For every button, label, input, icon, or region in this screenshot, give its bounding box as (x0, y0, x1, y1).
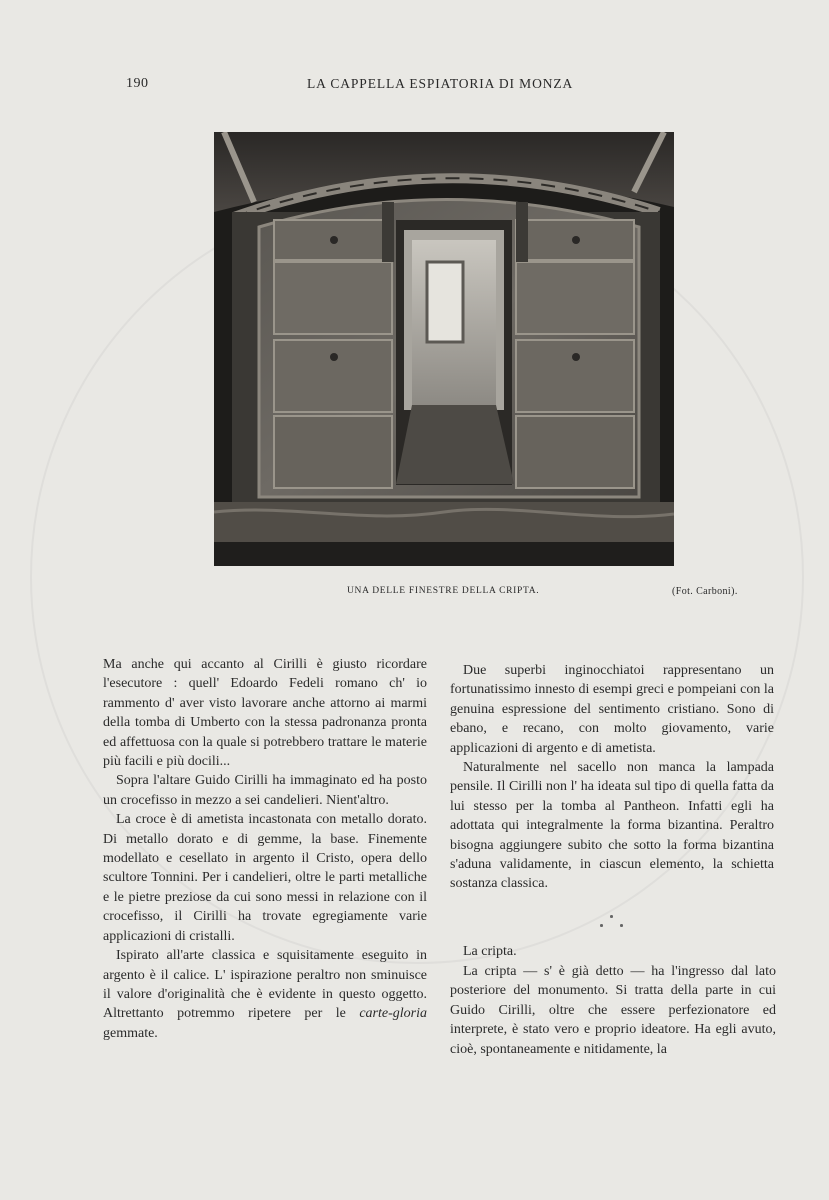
crypt-window-photo (214, 132, 674, 566)
paragraph (103, 946, 427, 1043)
page-header (0, 76, 829, 96)
text-run: Ispirato all'arte classica e squisitamente eseguito in argento è il calice. L' ispirazione peraltro non sminuisce il valore d'originalità che è evidente in questo oggetto. Altrettanto potremmo ripetere per le (103, 948, 427, 1022)
figure-caption: UNA DELLE FINESTRE DELLA CRIPTA. (347, 586, 540, 596)
photo-credit: (Fot. Carboni). (672, 586, 738, 597)
paragraph: Naturalmente nel sacello non manca la lampada pensile. Il Cirilli non l' ha ideata sul tipo di quella fatta da lui stesso per la tomba al Pantheon. Infatti egli ha adottata qui integralmente la forma bizantina. Peraltro bisogna aggiungere subito che sotto la forma bizantina s'aduna validamente, in ciascun elemento, la schietta sostanza classica. (450, 760, 774, 892)
paragraph: La croce è di ametista incastonata con metallo dorato. Di metallo dorato e di gemme, la base. Finemente modellato e cesellato in argento il Cristo, opera dello scultore Tonnini. Per i candelieri, oltre le parti metalliche e le pietre preziose da cui sono messi in relazione con il crocefisso, il Cirilli ha trovate egregiamente varie applicazioni di cristalli. (103, 812, 427, 944)
text-run: gemmate. (103, 1025, 158, 1041)
paragraph: La cripta — s' è già detto — ha l'ingresso dal lato posteriore del monumento. Si tratta della parte in cui Guido Cirilli, oltre che essere perfezionatore ed interprete, è stato vero e proprio ideatore. Ha egli avuto, cioè, spontaneamente e nitidamente, la (450, 964, 776, 1057)
paragraph: Ma anche qui accanto al Cirilli è giusto ricordare l'esecutore : quell' Edoardo Fedeli romano ch' io rammento d' aver visto lavorare anche attorno ai marmi della tomba di Umberto con la stessa padronanza pronta ed affettuosa con la quale si potrebbero trattare le materie più facili e più docili... (103, 657, 427, 770)
running-title: LA CAPPELLA ESPIATORIA DI MONZA (307, 76, 574, 91)
italic-term: carte-gloria (359, 1006, 427, 1022)
right-column (450, 661, 774, 894)
section-ornament (596, 913, 630, 933)
photo-illustration (214, 132, 674, 566)
section-body (450, 962, 776, 1059)
paragraph: Sopra l'altare Guido Cirilli ha immaginato ed ha posto un crocefisso in mezzo a sei candelieri. Nient'altro. (103, 773, 427, 808)
left-column (103, 655, 427, 1043)
page-number: 190 (126, 76, 149, 91)
section-heading: La cripta. (463, 944, 517, 959)
paragraph: Due superbi inginocchiatoi rappresentano un fortunatissimo innesto di esempi greci e pompeiani con la genuina espressione del sentimento cristiano. Sono di ebano, e recano, con molto giovamento, varie applicazioni di argento e di ametista. (450, 663, 774, 756)
